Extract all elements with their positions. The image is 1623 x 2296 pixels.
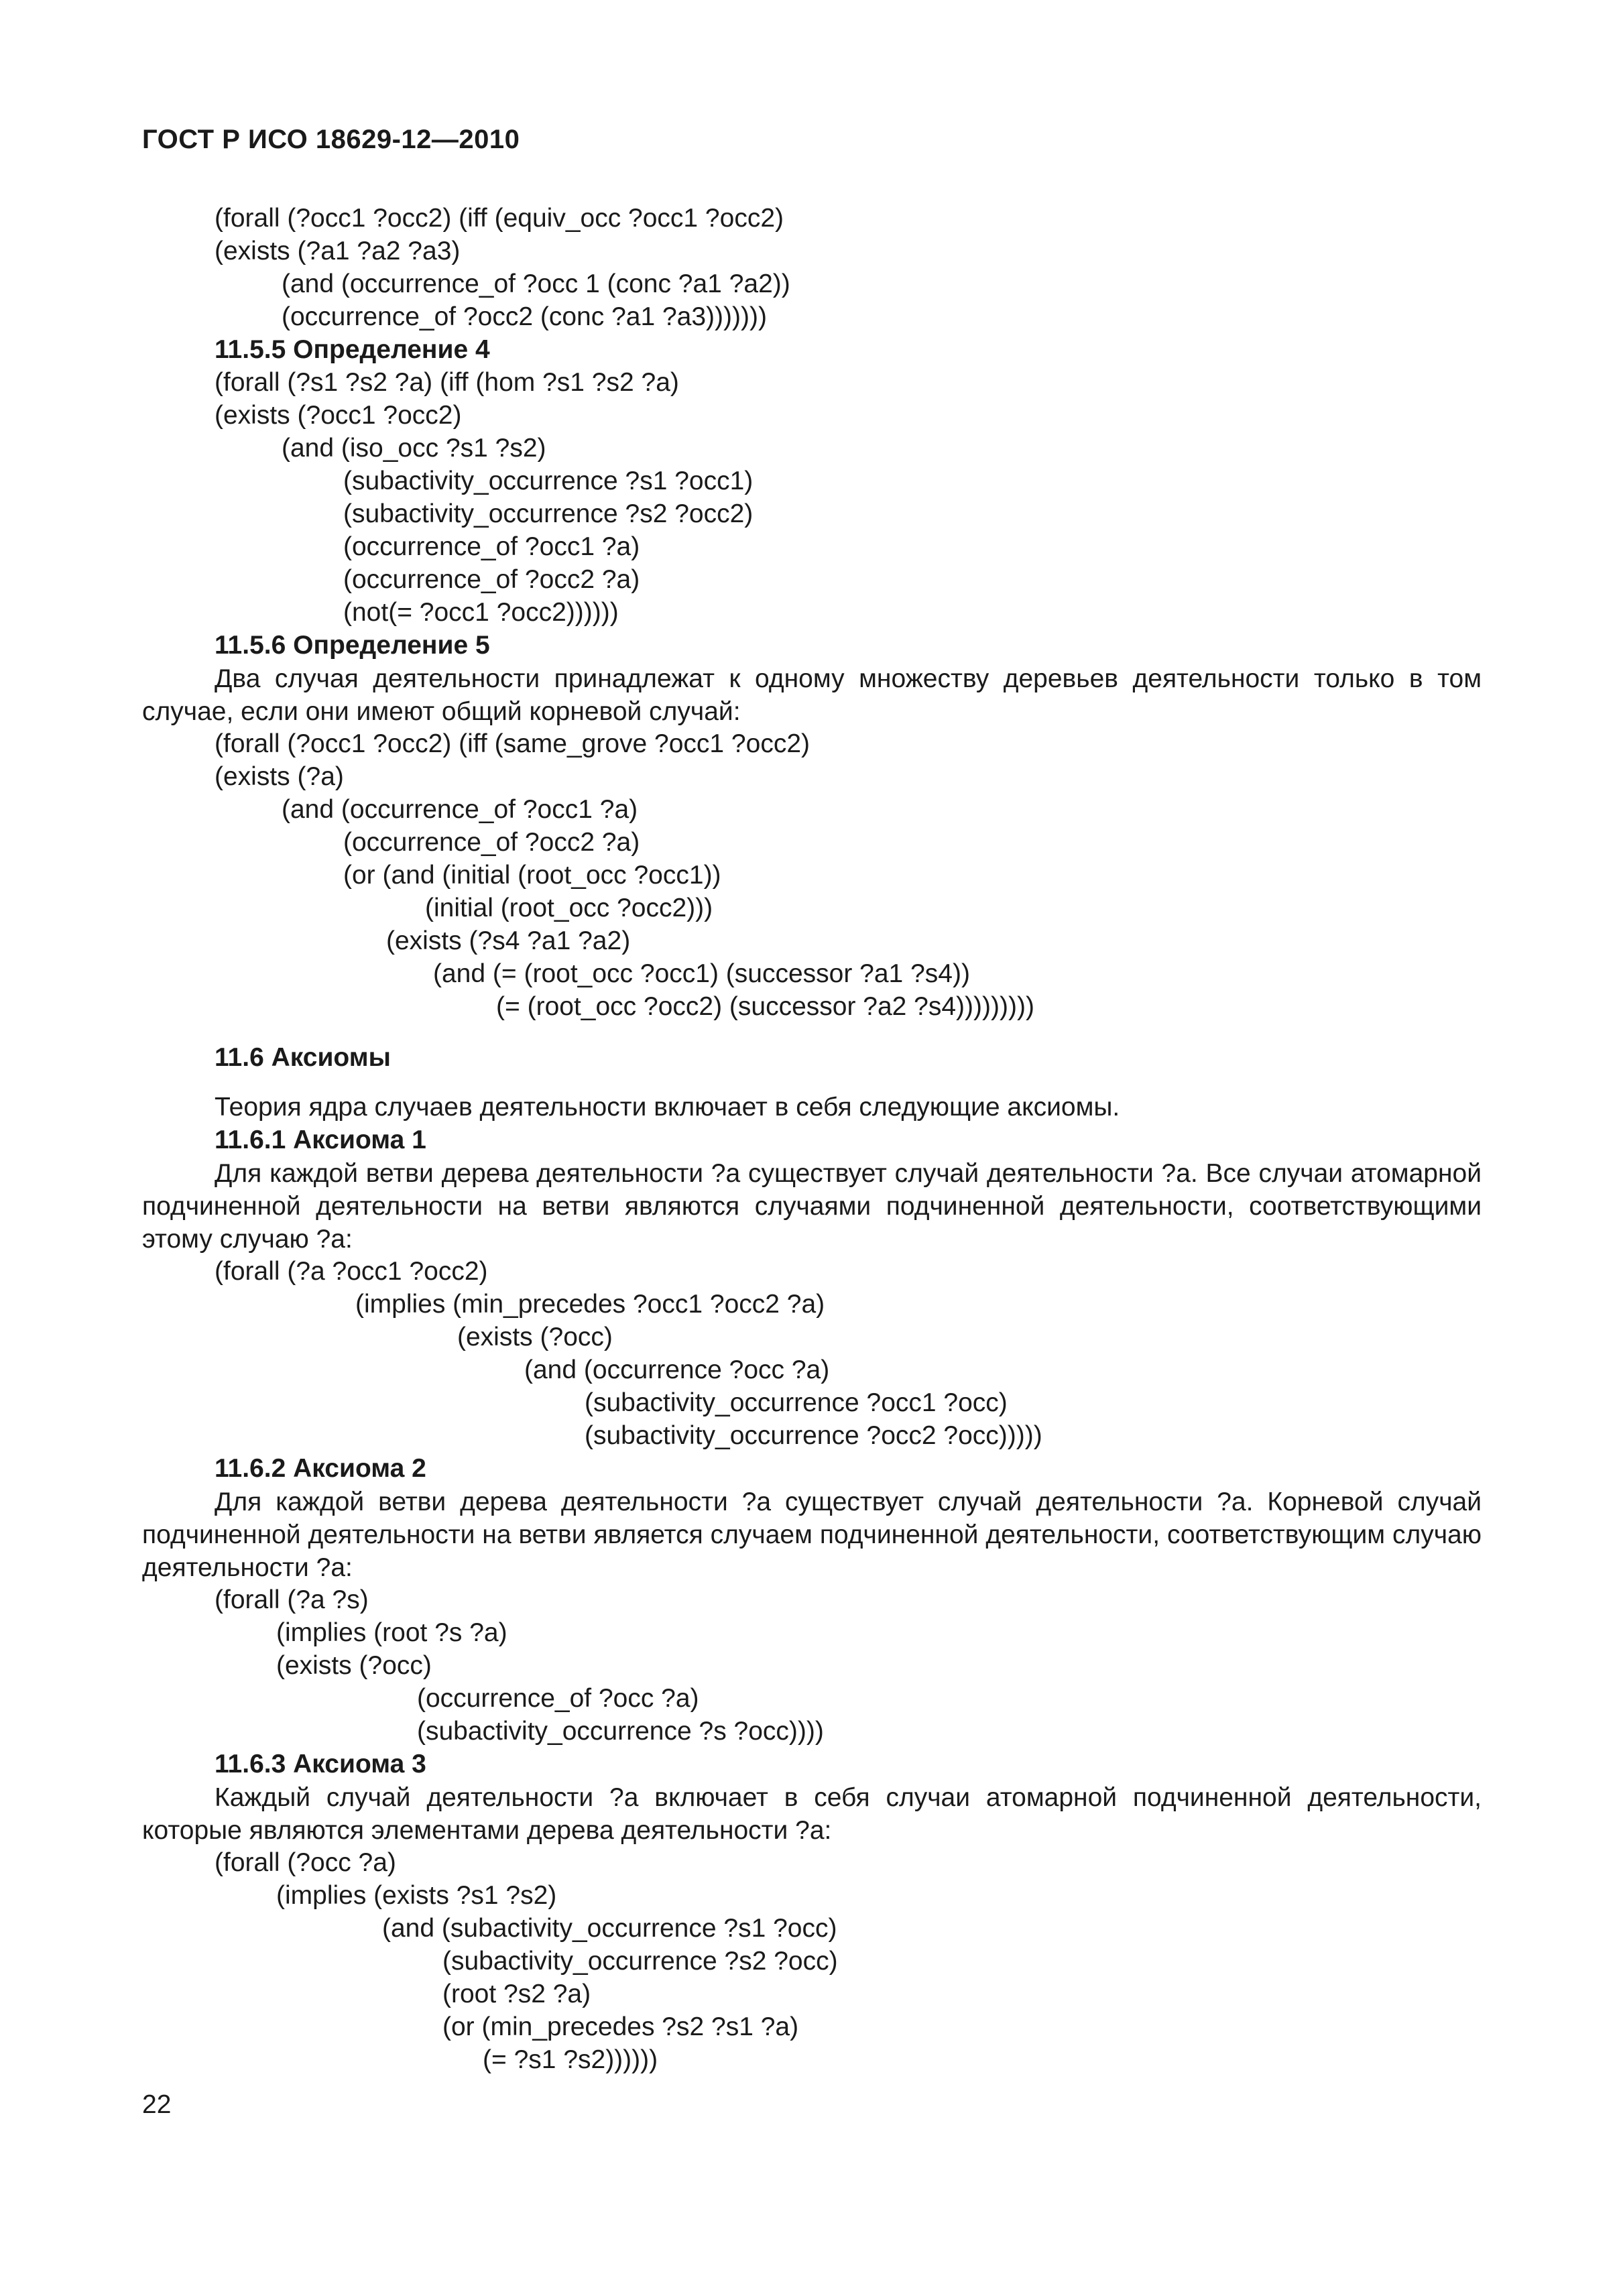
formula-line: (occurrence_of ?occ ?a) — [417, 1684, 699, 1713]
formula-line: (and (iso_occ ?s1 ?s2) — [282, 434, 546, 463]
formula-line: (subactivity_occurrence ?s2 ?occ) — [442, 1947, 838, 1976]
formula-line: (forall (?a ?s) — [215, 1585, 369, 1614]
section-heading: 11.6.3 Аксиома 3 — [215, 1750, 426, 1778]
document-header: ГОСТ Р ИСО 18629-12—2010 — [142, 125, 520, 154]
formula-line: (subactivity_occurrence ?s2 ?occ2) — [343, 499, 754, 528]
formula-line: (and (occurrence ?occ ?a) — [524, 1355, 830, 1384]
formula-line: (exists (?occ) — [457, 1323, 613, 1351]
formula-line: (initial (root_occ ?occ2))) — [425, 894, 713, 922]
formula-line: (forall (?occ ?a) — [215, 1848, 396, 1877]
formula-line: (exists (?s4 ?a1 ?a2) — [386, 926, 631, 955]
formula-line: (root ?s2 ?a) — [442, 1980, 591, 2008]
section-heading: 11.5.5 Определение 4 — [215, 335, 490, 364]
page-number: 22 — [142, 2090, 172, 2119]
paragraph — [142, 1157, 1482, 1256]
formula-line: (implies (min_precedes ?occ1 ?occ2 ?a) — [355, 1290, 825, 1319]
formula-line: (and (occurrence_of ?occ 1 (conc ?a1 ?a2)) — [282, 269, 790, 298]
formula-line: (and (subactivity_occurrence ?s1 ?occ) — [382, 1914, 837, 1943]
formula-line: (implies (exists ?s1 ?s2) — [276, 1881, 557, 1910]
paragraph — [142, 1781, 1482, 1847]
formula-line: (and (occurrence_of ?occ1 ?a) — [282, 795, 638, 824]
paragraph-text: Для каждой ветви дерева деятельности ?a существует случай деятельности ?a. Все случаи атомарной подчиненной деятельности на ветви являются случаями подчиненной деятельности, соответствующими этому случаю ?a: — [142, 1159, 1482, 1254]
formula-line: (implies (root ?s ?a) — [276, 1618, 507, 1647]
formula-line: (and (= (root_occ ?occ1) (successor ?a1 ?s4)) — [433, 959, 970, 988]
paragraph — [142, 662, 1482, 728]
formula-line: (= (root_occ ?occ2) (successor ?a2 ?s4))))))))) — [496, 992, 1034, 1021]
formula-line: (subactivity_occurrence ?occ1 ?occ) — [585, 1388, 1008, 1417]
formula-line: (subactivity_occurrence ?occ2 ?occ))))) — [585, 1421, 1042, 1450]
formula-line: (occurrence_of ?occ2 ?a) — [343, 565, 640, 594]
paragraph-text: Два случая деятельности принадлежат к одному множеству деревьев деятельности только в том случае, если они имеют общий корневой случай: — [142, 664, 1482, 726]
formula-line: (subactivity_occurrence ?s ?occ)))) — [417, 1717, 824, 1746]
formula-line: (exists (?a1 ?a2 ?a3) — [215, 237, 461, 265]
formula-line: (or (and (initial (root_occ ?occ1)) — [343, 861, 721, 890]
formula-line: (= ?s1 ?s2)))))) — [483, 2045, 658, 2074]
paragraph-text: Каждый случай деятельности ?a включает в себя случаи атомарной подчиненной деятельности, которые являются элементами дерева деятельности ?a: — [142, 1783, 1482, 1845]
formula-line: (occurrence_of ?occ2 ?a) — [343, 828, 640, 857]
paragraph-text: Теория ядра случаев деятельности включает в себя следующие аксиомы. — [215, 1093, 1120, 1122]
formula-line: (not(= ?occ1 ?occ2)))))) — [343, 598, 619, 627]
formula-line: (occurrence_of ?occ2 (conc ?a1 ?a3))))))) — [282, 302, 767, 331]
formula-line: (exists (?occ) — [276, 1651, 432, 1680]
section-heading: 11.6.1 Аксиома 1 — [215, 1126, 426, 1154]
paragraph — [142, 1486, 1482, 1584]
formula-line: (occurrence_of ?occ1 ?a) — [343, 532, 640, 561]
formula-line: (forall (?occ1 ?occ2) (iff (equiv_occ ?occ1 ?occ2) — [215, 204, 784, 233]
paragraph-text: Для каждой ветви дерева деятельности ?a существует случай деятельности ?a. Корневой случай подчиненной деятельности на ветви является случаем подчиненной деятельности, соответствующим случаю деятельности ?a: — [142, 1488, 1482, 1582]
formula-line: (forall (?s1 ?s2 ?a) (iff (hom ?s1 ?s2 ?a) — [215, 368, 679, 397]
formula-line: (forall (?a ?occ1 ?occ2) — [215, 1257, 488, 1286]
section-heading: 11.6 Аксиомы — [215, 1043, 391, 1072]
formula-line: (or (min_precedes ?s2 ?s1 ?a) — [442, 2012, 799, 2041]
formula-line: (exists (?a) — [215, 762, 344, 791]
formula-line: (subactivity_occurrence ?s1 ?occ1) — [343, 467, 754, 495]
formula-line: (forall (?occ1 ?occ2) (iff (same_grove ?occ1 ?occ2) — [215, 729, 810, 758]
formula-line: (exists (?occ1 ?occ2) — [215, 401, 462, 430]
section-heading: 11.6.2 Аксиома 2 — [215, 1454, 426, 1483]
section-heading: 11.5.6 Определение 5 — [215, 631, 490, 660]
